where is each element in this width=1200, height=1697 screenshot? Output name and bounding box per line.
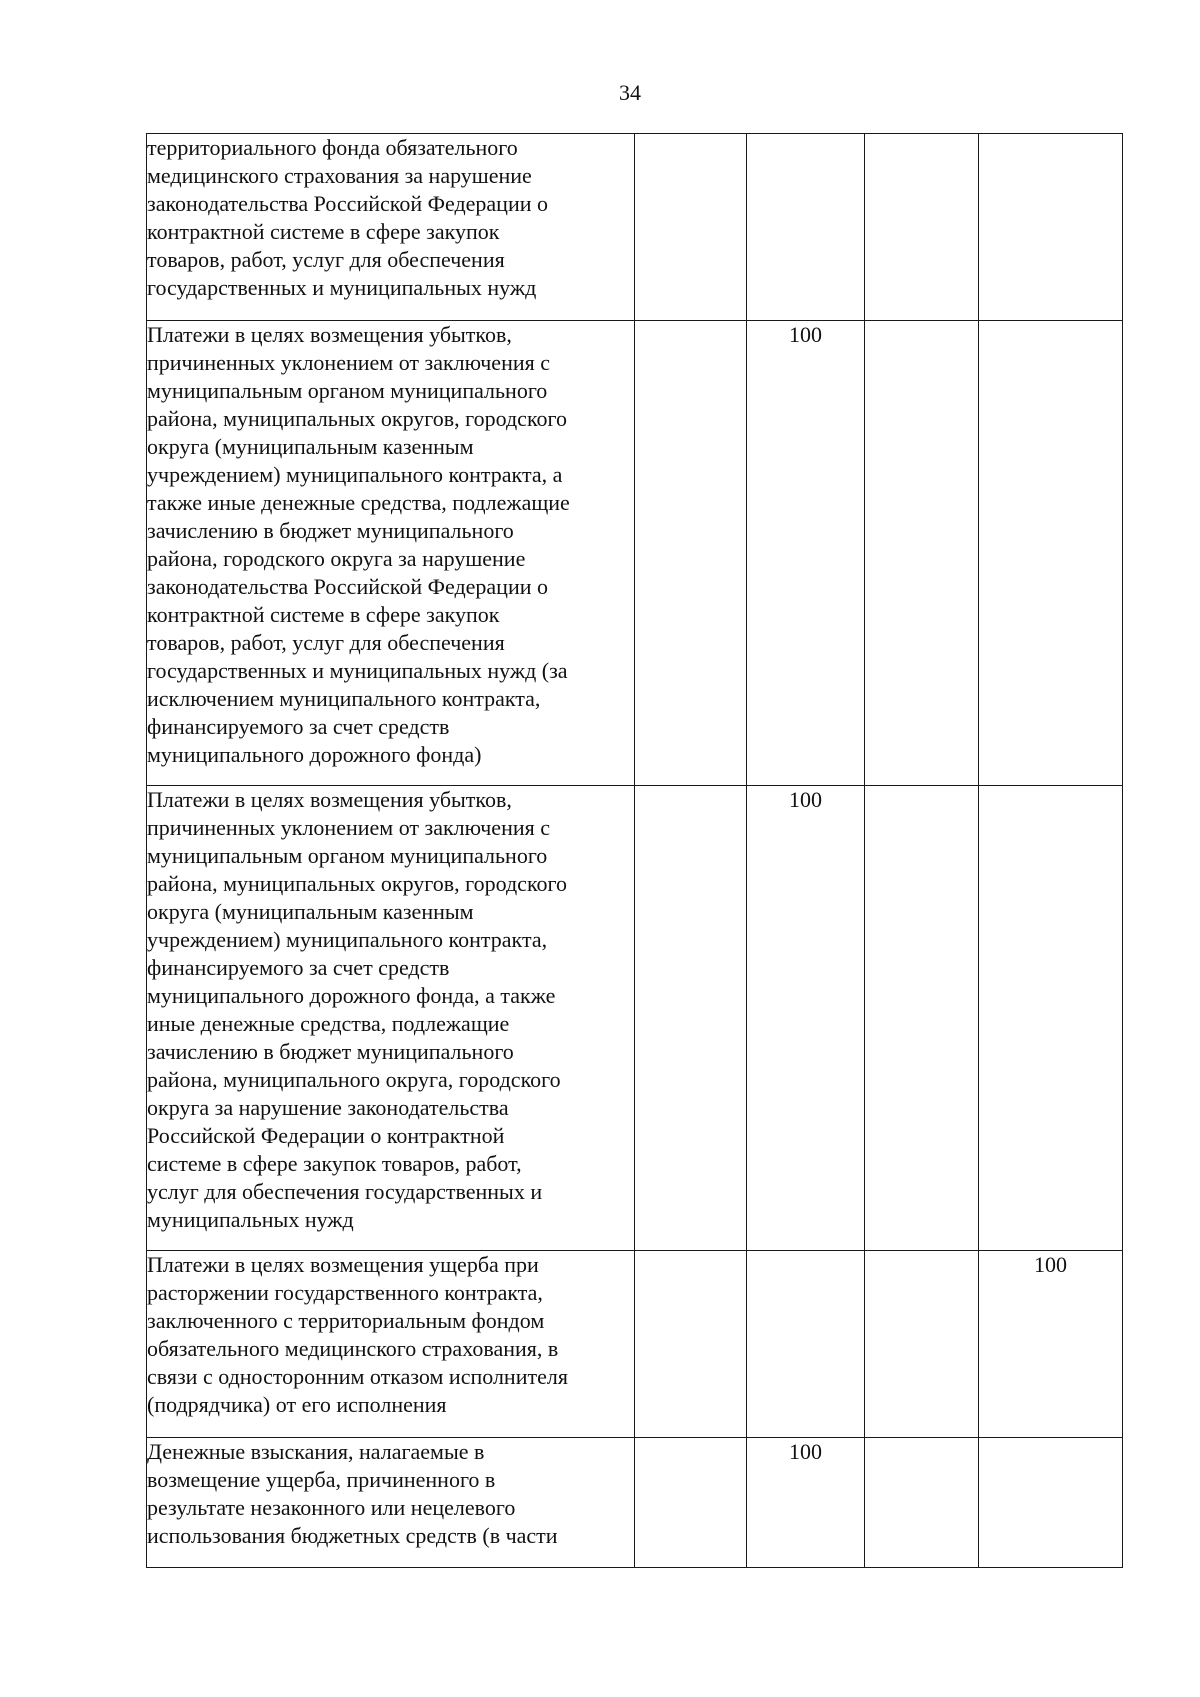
table-row [147, 786, 1123, 1251]
description-line: зачислению в бюджет муниципального [147, 1039, 514, 1064]
description-line: округа (муниципальным казенным [147, 434, 474, 459]
description-line: района, муниципального округа, городского [147, 1067, 561, 1092]
revenue-description-cell [147, 786, 635, 1251]
revenue-description-cell [147, 134, 635, 321]
budget-share-cell [865, 134, 979, 321]
description-line: причиненных уклонением от заключения с [147, 815, 550, 840]
budget-share-cell [979, 321, 1123, 786]
description-line: также иные денежные средства, подлежащие [147, 490, 570, 515]
table-row [147, 1251, 1123, 1438]
description-line: государственных и муниципальных нужд [147, 275, 537, 300]
description-line: учреждением) муниципального контракта, а [147, 462, 563, 487]
description-line: товаров, работ, услуг для обеспечения [147, 630, 505, 655]
budget-share-cell [865, 786, 979, 1251]
description-line: муниципальных нужд [147, 1207, 354, 1232]
budget-share-cell [979, 786, 1123, 1251]
description-line: района, городского округа за нарушение [147, 546, 526, 571]
description-line: использования бюджетных средств (в части [147, 1523, 558, 1548]
table-row [147, 134, 1123, 321]
description-line: товаров, работ, услуг для обеспечения [147, 247, 505, 272]
description-line: услуг для обеспечения государственных и [147, 1179, 543, 1204]
description-line: финансируемого за счет средств [147, 714, 450, 739]
description-line: муниципальным органом муниципального [147, 843, 548, 868]
description-line: расторжении государственного контракта, [147, 1280, 543, 1305]
description-line: округа за нарушение законодательства [147, 1095, 509, 1120]
description-line: иные денежные средства, подлежащие [147, 1011, 510, 1036]
description-line: возмещение ущерба, причиненного в [147, 1467, 496, 1492]
description-line: системе в сфере закупок товаров, работ, [147, 1151, 522, 1176]
description-line: законодательства Российской Федерации о [147, 574, 549, 599]
revenue-description-cell [147, 321, 635, 786]
budget-share-cell [747, 134, 865, 321]
description-line: финансируемого за счет средств [147, 955, 450, 980]
description-line: Денежные взыскания, налагаемые в [147, 1439, 485, 1464]
budget-share-cell: 100 [979, 1251, 1123, 1438]
budget-share-cell [979, 1438, 1123, 1568]
budget-share-cell [865, 1438, 979, 1568]
budget-share-cell [635, 321, 747, 786]
description-line: заключенного с территориальным фондом [147, 1308, 545, 1333]
description-line: муниципальным органом муниципального [147, 378, 548, 403]
description-line: медицинского страхования за нарушение [147, 163, 532, 188]
description-line: причиненных уклонением от заключения с [147, 350, 550, 375]
description-line: исключением муниципального контракта, [147, 686, 541, 711]
description-line: округа (муниципальным казенным [147, 899, 474, 924]
budget-distribution-table [146, 133, 1123, 1568]
budget-share-cell [865, 1251, 979, 1438]
description-line: Российской Федерации о контрактной [147, 1123, 505, 1148]
description-line: (подрядчика) от его исполнения [147, 1392, 447, 1417]
budget-share-cell: 100 [747, 786, 865, 1251]
budget-share-cell [635, 1438, 747, 1568]
description-line: законодательства Российской Федерации о [147, 191, 549, 216]
budget-share-cell: 100 [747, 1438, 865, 1568]
description-line: муниципального дорожного фонда) [147, 742, 482, 767]
description-line: контрактной системе в сфере закупок [147, 602, 500, 627]
description-line: связи с односторонним отказом исполнителя [147, 1364, 568, 1389]
table-row [147, 321, 1123, 786]
description-line: результате незаконного или нецелевого [147, 1495, 516, 1520]
description-line: муниципального дорожного фонда, а также [147, 983, 556, 1008]
description-line: Платежи в целях возмещения убытков, [147, 322, 512, 347]
budget-share-cell: 100 [747, 321, 865, 786]
budget-share-cell [979, 134, 1123, 321]
description-line: государственных и муниципальных нужд (за [147, 658, 568, 683]
budget-share-cell [747, 1251, 865, 1438]
budget-share-cell [635, 1251, 747, 1438]
budget-share-cell [635, 134, 747, 321]
description-line: обязательного медицинского страхования, в [147, 1336, 559, 1361]
budget-share-cell [635, 786, 747, 1251]
page-number: 34 [619, 80, 641, 105]
description-line: контрактной системе в сфере закупок [147, 219, 500, 244]
budget-share-cell [865, 321, 979, 786]
description-line: Платежи в целях возмещения убытков, [147, 787, 512, 812]
description-line: Платежи в целях возмещения ущерба при [147, 1252, 539, 1277]
revenue-description-cell [147, 1438, 635, 1568]
table-row [147, 1438, 1123, 1568]
description-line: зачислению в бюджет муниципального [147, 518, 514, 543]
description-line: района, муниципальных округов, городского [147, 406, 567, 431]
description-line: территориального фонда обязательного [147, 135, 518, 160]
description-line: района, муниципальных округов, городского [147, 871, 567, 896]
description-line: учреждением) муниципального контракта, [147, 927, 548, 952]
revenue-description-cell [147, 1251, 635, 1438]
